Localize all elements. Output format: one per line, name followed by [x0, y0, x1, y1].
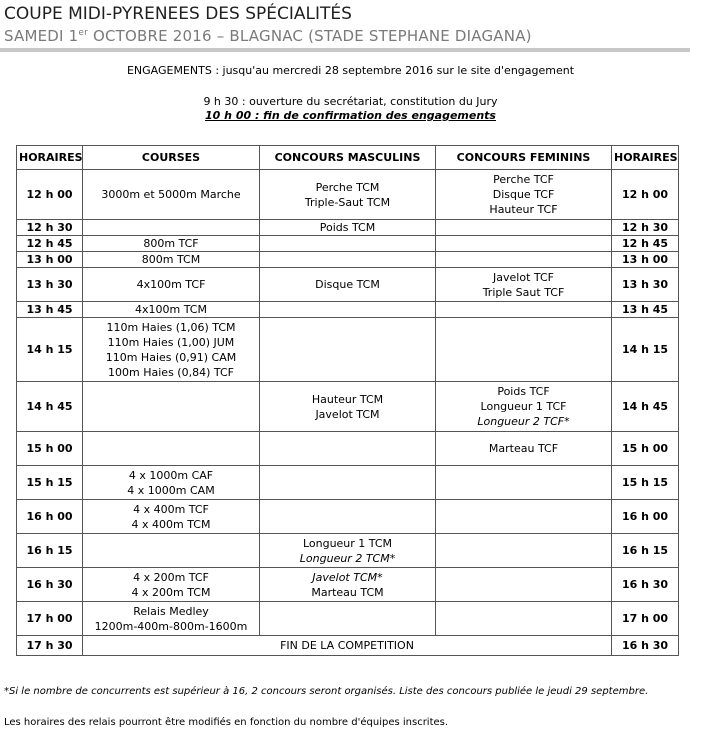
time-cell: 13 h 00: [17, 252, 83, 268]
concours-masculins-cell: [260, 500, 436, 534]
header-courses: COURSES: [83, 146, 260, 170]
course-line: 4 x 1000m CAM: [127, 483, 215, 497]
concours-masculins-cell: [260, 236, 436, 252]
header-concours-masculins: CONCOURS MASCULINS: [260, 146, 436, 170]
header-horaires: HORAIRES: [17, 146, 83, 170]
final-row: [17, 636, 679, 656]
schedule-table: [16, 145, 679, 656]
page-title: COUPE MIDI-PYRENEES DES SPÉCIALITÉS: [4, 4, 352, 24]
relais-note: Les horaires des relais pourront être modifiés en fonction du nombre d'équipes inscrites.: [4, 717, 449, 728]
courses-cell: [83, 568, 260, 602]
engagements-info: ENGAGEMENTS : jusqu'au mercredi 28 septembre 2016 sur le site d'engagement: [126, 64, 575, 77]
concours-feminins-cell: [436, 602, 612, 636]
time-cell: 16 h 15: [17, 534, 83, 568]
ouverture-info: 9 h 30 : ouverture du secrétariat, constitution du Jury: [203, 95, 498, 108]
concours-feminins-cell: [436, 500, 612, 534]
concours-masculins-cell: [260, 432, 436, 466]
concours-masculin-line: Disque TCM: [315, 278, 380, 291]
concours-masculin-line: Javelot TCM: [315, 407, 380, 421]
table-row: [17, 268, 679, 302]
courses-cell: [83, 236, 260, 252]
table-row: [17, 534, 679, 568]
course-line: 800m TCM: [141, 253, 201, 266]
courses-cell: [83, 432, 260, 466]
time-cell: 15 h 15: [17, 466, 83, 500]
course-line: 800m TCF: [143, 237, 199, 250]
table-row: [17, 220, 679, 236]
time-cell-right: 13 h 45: [612, 302, 679, 318]
concours-feminin-line: Longueur 2 TCF*: [477, 415, 570, 428]
time-cell: 13 h 45: [17, 302, 83, 318]
concours-masculins-cell: [260, 466, 436, 500]
concours-feminins-cell: [436, 568, 612, 602]
concours-masculins-cell: [260, 568, 436, 602]
time-cell: 16 h 00: [17, 500, 83, 534]
subtitle-ordinal: er: [78, 28, 89, 38]
confirmation-info: 10 h 00 : fin de confirmation des engagements: [205, 109, 496, 122]
table-row: [17, 236, 679, 252]
concours-masculins-cell: [260, 302, 436, 318]
table-row: [17, 170, 679, 220]
concours-feminin-line: Longueur 1 TCF: [480, 400, 567, 413]
courses-cell: [83, 268, 260, 302]
concours-feminins-cell: [436, 318, 612, 382]
concours-feminin-line: Disque TCF: [492, 188, 555, 201]
time-cell-right: 13 h 00: [612, 252, 679, 268]
table-row: [17, 382, 679, 432]
time-cell: 15 h 00: [17, 432, 83, 466]
table-row: [17, 432, 679, 466]
concours-feminin-line: Triple Saut TCF: [482, 285, 565, 299]
time-cell: 12 h 30: [17, 220, 83, 236]
time-cell-right: 14 h 15: [612, 318, 679, 382]
table-row: [17, 568, 679, 602]
time-cell: 17 h 00: [17, 602, 83, 636]
course-line: 4x100m TCF: [136, 278, 206, 291]
table-row: [17, 318, 679, 382]
asterisk-note: *Si le nombre de concurrents est supérieur à 16, 2 concours seront organisés. Liste des concours publiée le jeudi 29 septembre.: [4, 686, 649, 697]
time-cell-right: 12 h 00: [612, 170, 679, 220]
concours-feminin-line: Javelot TCF: [493, 270, 554, 284]
time-cell-right: 12 h 30: [612, 220, 679, 236]
subtitle-day: SAMEDI 1: [4, 27, 79, 45]
concours-feminins-cell: [436, 382, 612, 432]
time-cell: 13 h 30: [17, 268, 83, 302]
course-line: 4x100m TCM: [135, 303, 207, 316]
course-line: Relais Medley: [133, 604, 209, 618]
table-row: [17, 602, 679, 636]
header-concours-feminins: CONCOURS FEMININS: [436, 146, 612, 170]
courses-cell: [83, 220, 260, 236]
course-line: 100m Haies (0,84) TCF: [108, 365, 234, 379]
time-cell: 14 h 15: [17, 318, 83, 382]
concours-masculin-line: Longueur 2 TCM*: [299, 551, 396, 565]
course-line: 3000m et 5000m Marche: [101, 188, 241, 201]
course-line: 4 x 400m TCM: [131, 517, 211, 531]
page-subtitle: [4, 27, 532, 45]
concours-feminin-line: Hauteur TCF: [489, 203, 558, 216]
course-line: 110m Haies (1,06) TCM: [106, 320, 236, 334]
table-row: [17, 466, 679, 500]
time-cell-right: 17 h 00: [612, 602, 679, 636]
time-cell: 12 h 45: [17, 236, 83, 252]
concours-masculins-cell: [260, 382, 436, 432]
concours-masculins-cell: [260, 318, 436, 382]
time-cell-right: 12 h 45: [612, 236, 679, 252]
final-time-cell: 17 h 30: [17, 636, 83, 656]
table-row: [17, 302, 679, 318]
courses-cell: [83, 602, 260, 636]
time-cell-right: 14 h 45: [612, 382, 679, 432]
concours-feminins-cell: [436, 170, 612, 220]
courses-cell: [83, 500, 260, 534]
course-line: 110m Haies (0,91) CAM: [105, 350, 237, 364]
table-row: [17, 252, 679, 268]
course-line: 110m Haies (1,00) JUM: [107, 335, 235, 349]
time-cell: 12 h 00: [17, 170, 83, 220]
concours-masculins-cell: [260, 252, 436, 268]
time-cell-right: 15 h 00: [612, 432, 679, 466]
concours-feminins-cell: [436, 220, 612, 236]
table-row: [17, 500, 679, 534]
concours-masculin-line: Javelot TCM*: [312, 570, 383, 584]
course-line: 1200m-400m-800m-1600m: [94, 619, 248, 633]
concours-masculin-line: Hauteur TCM: [311, 392, 384, 406]
concours-masculins-cell: [260, 170, 436, 220]
courses-cell: [83, 318, 260, 382]
course-line: 4 x 200m TCM: [131, 585, 211, 599]
concours-feminins-cell: [436, 236, 612, 252]
time-cell: 14 h 45: [17, 382, 83, 432]
courses-cell: [83, 302, 260, 318]
table-header-row: [17, 146, 679, 170]
fin-competition-cell: FIN DE LA COMPETITION: [83, 636, 612, 656]
final-time-cell-right: 16 h 30: [612, 636, 679, 656]
concours-feminins-cell: [436, 534, 612, 568]
concours-feminins-cell: [436, 432, 612, 466]
subtitle-rest: OCTOBRE 2016 – BLAGNAC (STADE STEPHANE DIAGANA): [88, 27, 532, 45]
time-cell-right: 15 h 15: [612, 466, 679, 500]
concours-feminins-cell: [436, 302, 612, 318]
time-cell-right: 13 h 30: [612, 268, 679, 302]
courses-cell: [83, 534, 260, 568]
concours-masculins-cell: [260, 534, 436, 568]
concours-masculin-line: Triple-Saut TCM: [304, 195, 391, 209]
courses-cell: [83, 466, 260, 500]
time-cell-right: 16 h 30: [612, 568, 679, 602]
concours-masculins-cell: [260, 602, 436, 636]
courses-cell: [83, 170, 260, 220]
time-cell: 16 h 30: [17, 568, 83, 602]
concours-feminins-cell: [436, 466, 612, 500]
header-horaires-right: HORAIRES: [612, 146, 679, 170]
concours-masculin-line: Poids TCM: [319, 221, 376, 234]
time-cell-right: 16 h 15: [612, 534, 679, 568]
concours-feminin-line: Marteau TCF: [488, 442, 559, 455]
concours-masculin-line: Perche TCM: [315, 180, 380, 194]
header-divider: [0, 48, 690, 52]
concours-feminin-line: Poids TCF: [497, 385, 550, 398]
course-line: 4 x 1000m CAF: [128, 468, 214, 482]
time-cell-right: 16 h 00: [612, 500, 679, 534]
concours-masculins-cell: [260, 268, 436, 302]
courses-cell: [83, 252, 260, 268]
concours-feminins-cell: [436, 268, 612, 302]
concours-feminins-cell: [436, 252, 612, 268]
concours-masculins-cell: [260, 220, 436, 236]
concours-masculin-line: Marteau TCM: [311, 585, 384, 599]
concours-feminin-line: Perche TCF: [493, 173, 554, 186]
courses-cell: [83, 382, 260, 432]
course-line: 4 x 400m TCF: [133, 502, 209, 516]
course-line: 4 x 200m TCF: [133, 570, 209, 584]
concours-masculin-line: Longueur 1 TCM: [302, 536, 393, 550]
